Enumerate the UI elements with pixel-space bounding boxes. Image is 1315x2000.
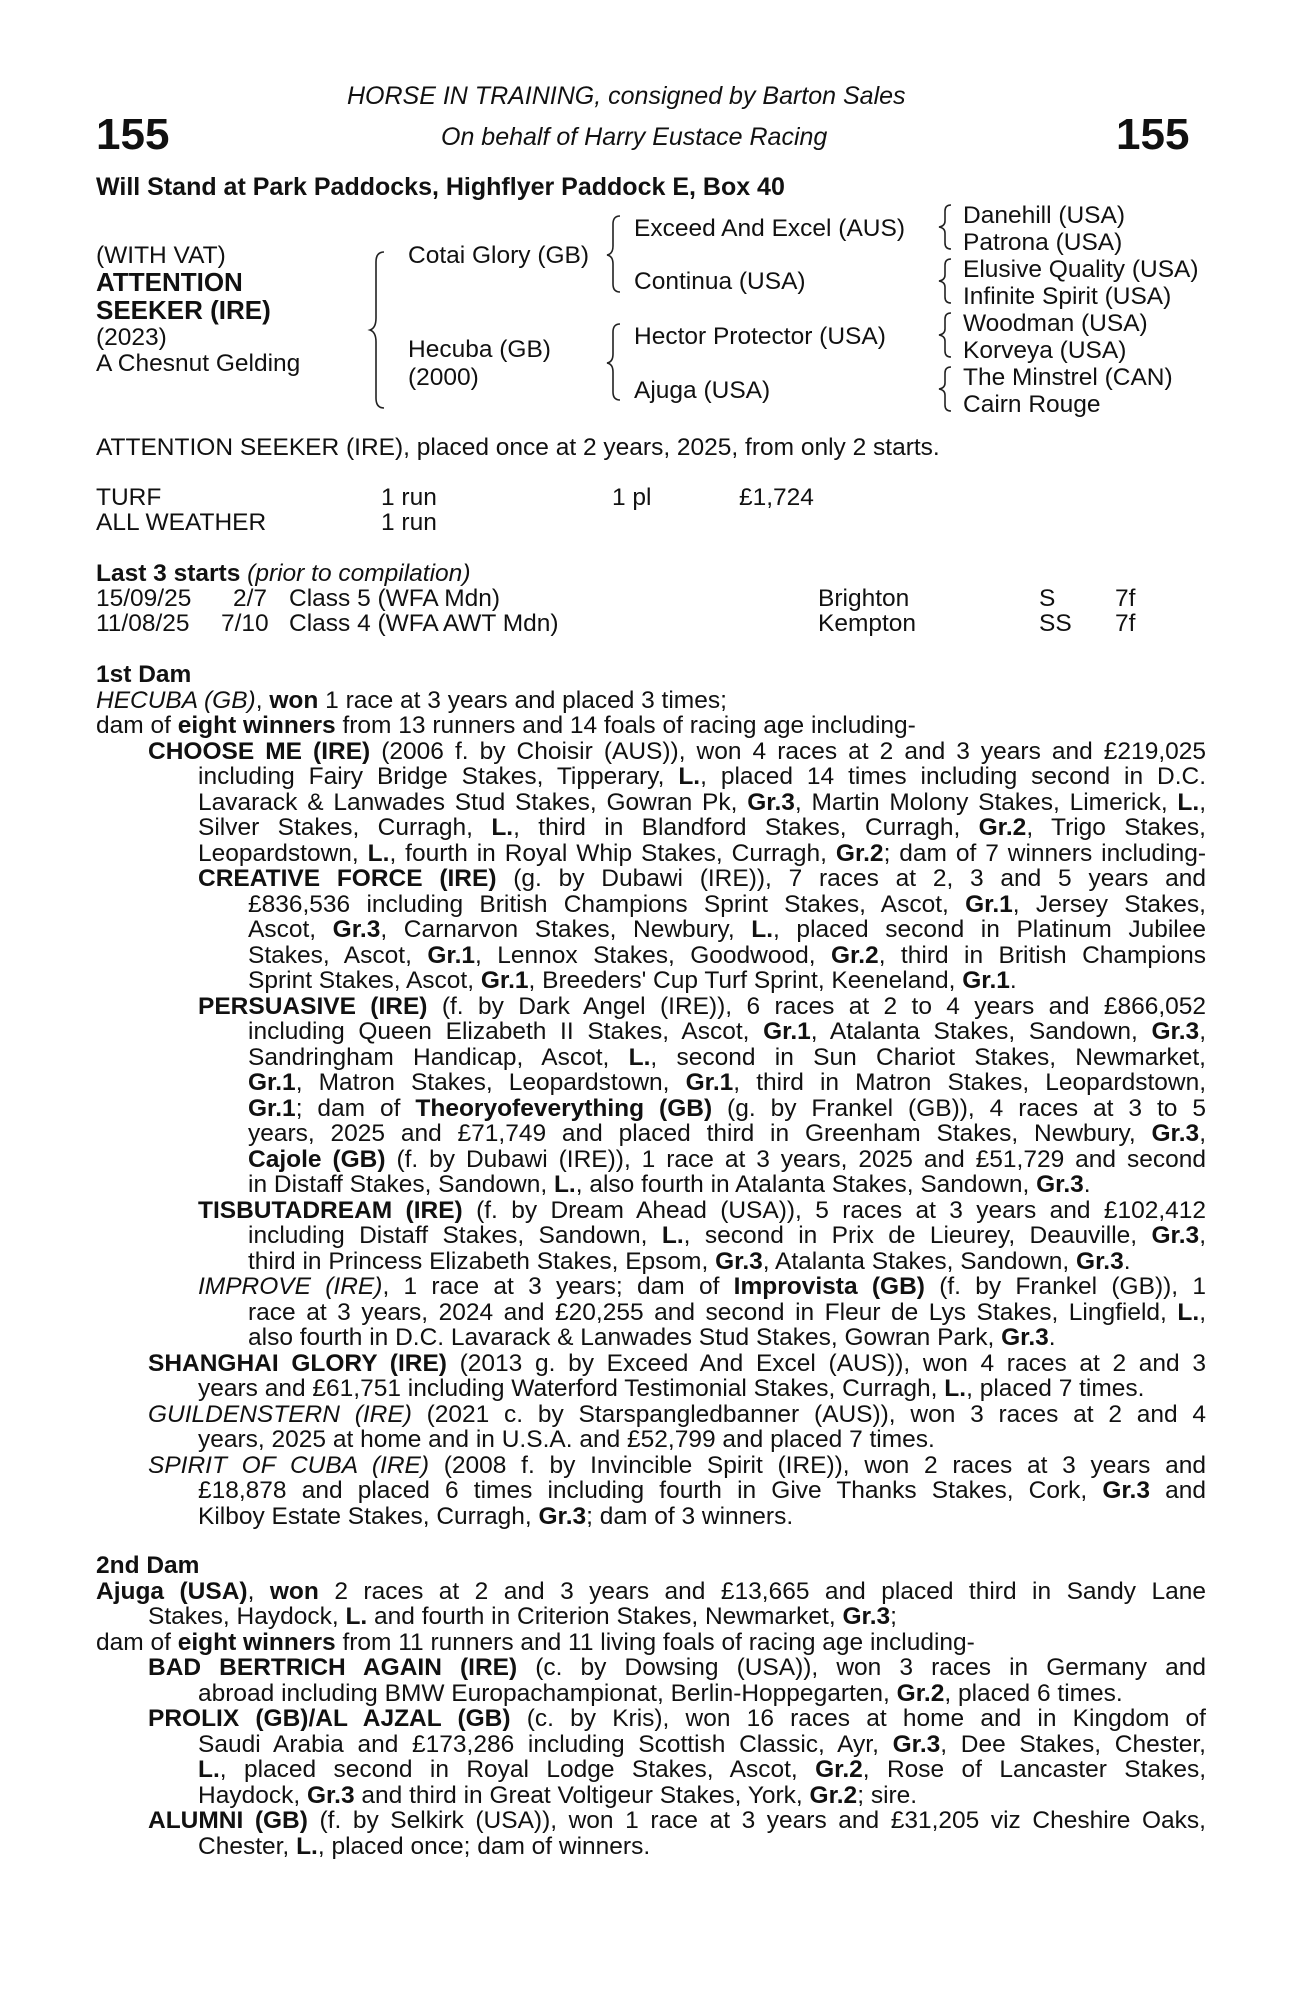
start-race: Class 4 (WFA AWT Mdn) bbox=[289, 610, 559, 637]
second_dam-line: L., placed second in Royal Lodge Stakes, Ascot, Gr.2, Rose of Lancaster Stakes, bbox=[198, 1756, 1207, 1783]
second_dam-line: Saudi Arabia and £173,286 including Scottish Classic, Ayr, Gr.3, Dee Stakes, Chester, bbox=[198, 1730, 1206, 1758]
consignor-line: HORSE IN TRAINING, consigned by Barton Sales bbox=[347, 82, 906, 110]
second_dam-line: Ajuga (USA), won 2 races at 2 and 3 years and £13,665 and placed third in Sandy Lane bbox=[96, 1577, 1206, 1605]
start-going: S bbox=[1039, 585, 1056, 612]
horse-description: A Chesnut Gelding bbox=[96, 350, 301, 377]
first_dam-line: years, 2025 at home and in U.S.A. and £52,799 and placed 7 times. bbox=[198, 1426, 935, 1453]
second_dam-line: ALUMNI (GB) (f. by Selkirk (USA)), won 1 race at 3 years and £31,205 viz Cheshire Oaks, bbox=[148, 1807, 1206, 1834]
record-prize-turf: £1,724 bbox=[739, 484, 814, 511]
record-surface-aw: ALL WEATHER bbox=[96, 509, 267, 536]
first_dam-line: dam of eight winners from 13 runners and 14 foals of racing age including- bbox=[96, 712, 916, 739]
last-starts-heading bbox=[96, 560, 470, 588]
race-summary: ATTENTION SEEKER (IRE), placed once at 2 years, 2025, from only 2 starts. bbox=[96, 434, 940, 461]
start-distance: 7f bbox=[1115, 610, 1136, 637]
foaling-year: (2023) bbox=[96, 324, 167, 351]
first_dam-line: TISBUTADREAM (IRE) (f. by Dream Ahead (USA)), 5 races at 3 years and £102,412 bbox=[198, 1196, 1207, 1224]
first_dam-line: Kilboy Estate Stakes, Curragh, Gr.3; dam of 3 winners. bbox=[198, 1502, 794, 1530]
pedigree-dam-dam: Ajuga (USA) bbox=[634, 377, 771, 404]
first_dam-line: IMPROVE (IRE), 1 race at 3 years; dam of Improvista (GB) (f. by Frankel (GB)), 1 bbox=[198, 1273, 1206, 1300]
first_dam-line: Sprint Stakes, Ascot, Gr.1, Breeders' Cup Turf Sprint, Keeneland, Gr.1. bbox=[248, 967, 1017, 994]
pedigree-brace-ss bbox=[935, 203, 955, 251]
first_dam-line: CHOOSE ME (IRE) (2006 f. by Choisir (AUS)), won 4 races at 2 and 3 years and £219,025 bbox=[148, 737, 1206, 765]
first_dam-line: Silver Stakes, Curragh, L., third in Blandford Stakes, Curragh, Gr.2, Trigo Stakes, bbox=[198, 814, 1206, 841]
on-behalf-line: On behalf of Harry Eustace Racing bbox=[441, 123, 828, 151]
second-dam-section bbox=[96, 1553, 1206, 1859]
first_dam-line: Gr.1; dam of Theoryofeverything (GB) (g. by Frankel (GB)), 4 races at 3 to 5 bbox=[248, 1094, 1206, 1122]
first_dam-line: race at 3 years, 2024 and £20,255 and second in Fleur de Lys Stakes, Lingfield, L., bbox=[248, 1298, 1206, 1326]
first_dam-line: SPIRIT OF CUBA (IRE) (2008 f. by Invincible Spirit (IRE)), won 2 races at 3 years and bbox=[148, 1451, 1206, 1479]
record-surface-turf: TURF bbox=[96, 484, 162, 511]
second_dam-line: Haydock, Gr.3 and third in Great Voltigeur Stakes, York, Gr.2; sire. bbox=[198, 1781, 918, 1809]
pedigree-ddd: Cairn Rouge bbox=[963, 391, 1101, 418]
second_dam-line: Stakes, Haydock, L. and fourth in Criterion Stakes, Newmarket, Gr.3; bbox=[148, 1603, 897, 1630]
first-dam-section bbox=[96, 662, 1206, 1529]
second_dam-line: PROLIX (GB)/AL AJZAL (GB) (c. by Kris), won 16 races at home and in Kingdom of bbox=[148, 1705, 1206, 1732]
pedigree-brace-main bbox=[368, 250, 388, 410]
first_dam-line: third in Princess Elizabeth Stakes, Epsom, Gr.3, Atalanta Stakes, Sandown, Gr.3. bbox=[248, 1247, 1131, 1275]
first_dam-line: Stakes, Ascot, Gr.1, Lennox Stakes, Goodwood, Gr.2, third in British Champions bbox=[248, 941, 1206, 969]
first-dam-text bbox=[96, 688, 1206, 1530]
first_dam-line: years, 2025 and £71,749 and placed third in Greenham Stakes, Newbury, Gr.3, bbox=[248, 1120, 1206, 1147]
horse-name-line2: SEEKER (IRE) bbox=[96, 295, 271, 325]
pedigree-dds: The Minstrel (CAN) bbox=[963, 364, 1173, 391]
pedigree-sire-sire: Exceed And Excel (AUS) bbox=[634, 215, 905, 242]
first_dam-line: Cajole (GB) (f. by Dubawi (IRE)), 1 race at 3 years, 2025 and £51,729 and second bbox=[248, 1145, 1206, 1173]
start-date: 15/09/25 bbox=[96, 585, 192, 612]
second_dam-line: dam of eight winners from 11 runners and 11 living foals of racing age including- bbox=[96, 1628, 975, 1656]
first_dam-line: GUILDENSTERN (IRE) (2021 c. by Starspangledbanner (AUS)), won 3 races at 2 and 4 bbox=[148, 1400, 1206, 1428]
pedigree-dss: Woodman (USA) bbox=[963, 310, 1148, 337]
start-race: Class 5 (WFA Mdn) bbox=[289, 585, 501, 612]
first-dam-title: 1st Dam bbox=[96, 661, 192, 688]
first_dam-line: including Fairy Bridge Stakes, Tipperary, L., placed 14 times including second in D.C. bbox=[198, 763, 1207, 790]
start-position: 2/7 bbox=[233, 585, 268, 612]
last-starts-title: Last 3 starts bbox=[96, 560, 241, 587]
first_dam-line: £18,878 and placed 6 times including fourth in Give Thanks Stakes, Cork, Gr.3 and bbox=[198, 1477, 1207, 1504]
start-going: SS bbox=[1039, 610, 1072, 637]
first_dam-line: CREATIVE FORCE (IRE) (g. by Dubawi (IRE)), 7 races at 2, 3 and 5 years and bbox=[198, 865, 1206, 892]
record-runs-aw: 1 run bbox=[381, 509, 437, 536]
start-distance: 7f bbox=[1115, 585, 1136, 612]
first_dam-line: including Distaff Stakes, Sandown, L., second in Prix de Lieurey, Deauville, Gr.3, bbox=[248, 1222, 1206, 1249]
lot-number-left: 155 bbox=[96, 110, 170, 159]
first_dam-line: in Distaff Stakes, Sandown, L., also fourth in Atalanta Stakes, Sandown, Gr.3. bbox=[248, 1171, 1091, 1198]
second-dam-title: 2nd Dam bbox=[96, 1552, 200, 1579]
first_dam-line: PERSUASIVE (IRE) (f. by Dark Angel (IRE)), 6 races at 2 to 4 years and £866,052 bbox=[198, 992, 1207, 1020]
stand-location: Will Stand at Park Paddocks, Highflyer Paddock E, Box 40 bbox=[96, 173, 785, 201]
pedigree-dam-year: (2000) bbox=[408, 364, 479, 391]
start-course: Kempton bbox=[818, 610, 917, 637]
pedigree-sds: Elusive Quality (USA) bbox=[963, 256, 1199, 283]
second_dam-line: BAD BERTRICH AGAIN (IRE) (c. by Dowsing (USA)), won 3 races in Germany and bbox=[148, 1654, 1206, 1681]
second_dam-line: Chester, L., placed once; dam of winners. bbox=[198, 1832, 651, 1860]
pedigree-sss: Danehill (USA) bbox=[963, 202, 1126, 229]
last-starts-note: (prior to compilation) bbox=[247, 560, 471, 587]
pedigree-dsd: Korveya (USA) bbox=[963, 337, 1127, 364]
pedigree-dam: Hecuba (GB) bbox=[408, 336, 551, 363]
first_dam-line: Lavarack & Lanwades Stud Stakes, Gowran Pk, Gr.3, Martin Molony Stakes, Limerick, L., bbox=[198, 788, 1207, 816]
first_dam-line: SHANGHAI GLORY (IRE) (2013 g. by Exceed And Excel (AUS)), won 4 races at 2 and 3 bbox=[148, 1349, 1206, 1377]
second_dam-line: abroad including BMW Europachampionat, Berlin-Hoppegarten, Gr.2, placed 6 times. bbox=[198, 1679, 1123, 1707]
pedigree-brace-dd bbox=[935, 365, 955, 413]
pedigree-sdd: Infinite Spirit (USA) bbox=[963, 283, 1172, 310]
pedigree-brace-dam bbox=[604, 322, 624, 402]
pedigree-sire: Cotai Glory (GB) bbox=[408, 242, 590, 269]
start-date: 11/08/25 bbox=[96, 610, 190, 637]
second-dam-text bbox=[96, 1579, 1206, 1860]
first_dam-line: years and £61,751 including Waterford Testimonial Stakes, Curragh, L., placed 7 times. bbox=[198, 1375, 1145, 1402]
first_dam-line: Gr.1, Matron Stakes, Leopardstown, Gr.1, third in Matron Stakes, Leopardstown, bbox=[248, 1069, 1207, 1096]
start-position: 7/10 bbox=[221, 610, 269, 637]
pedigree-dam-sire: Hector Protector (USA) bbox=[634, 323, 886, 350]
pedigree-ssd: Patrona (USA) bbox=[963, 229, 1123, 256]
record-runs-turf: 1 run bbox=[381, 484, 437, 511]
first_dam-line: £836,536 including British Champions Sprint Stakes, Ascot, Gr.1, Jersey Stakes, bbox=[248, 890, 1206, 918]
start-course: Brighton bbox=[818, 585, 910, 612]
vat-note: (WITH VAT) bbox=[96, 242, 226, 269]
record-placed-turf: 1 pl bbox=[612, 484, 652, 511]
first_dam-line: Sandringham Handicap, Ascot, L., second in Sun Chariot Stakes, Newmarket, bbox=[248, 1043, 1206, 1071]
pedigree-brace-sd bbox=[935, 257, 955, 305]
pedigree-brace-sire bbox=[604, 214, 624, 294]
first_dam-line: also fourth in D.C. Lavarack & Lanwades Stud Stakes, Gowran Park, Gr.3. bbox=[248, 1324, 1056, 1351]
first_dam-line: HECUBA (GB), won 1 race at 3 years and placed 3 times; bbox=[96, 686, 727, 714]
lot-number-right: 155 bbox=[1116, 110, 1190, 159]
first_dam-line: including Queen Elizabeth II Stakes, Ascot, Gr.1, Atalanta Stakes, Sandown, Gr.3, bbox=[248, 1018, 1206, 1045]
horse-name-line1: ATTENTION bbox=[96, 267, 243, 297]
first_dam-line: Ascot, Gr.3, Carnarvon Stakes, Newbury, L., placed second in Platinum Jubilee bbox=[248, 916, 1206, 943]
first_dam-line: Leopardstown, L., fourth in Royal Whip Stakes, Curragh, Gr.2; dam of 7 winners including- bbox=[198, 839, 1206, 867]
pedigree-brace-ds bbox=[935, 311, 955, 359]
pedigree-sire-dam: Continua (USA) bbox=[634, 268, 806, 295]
